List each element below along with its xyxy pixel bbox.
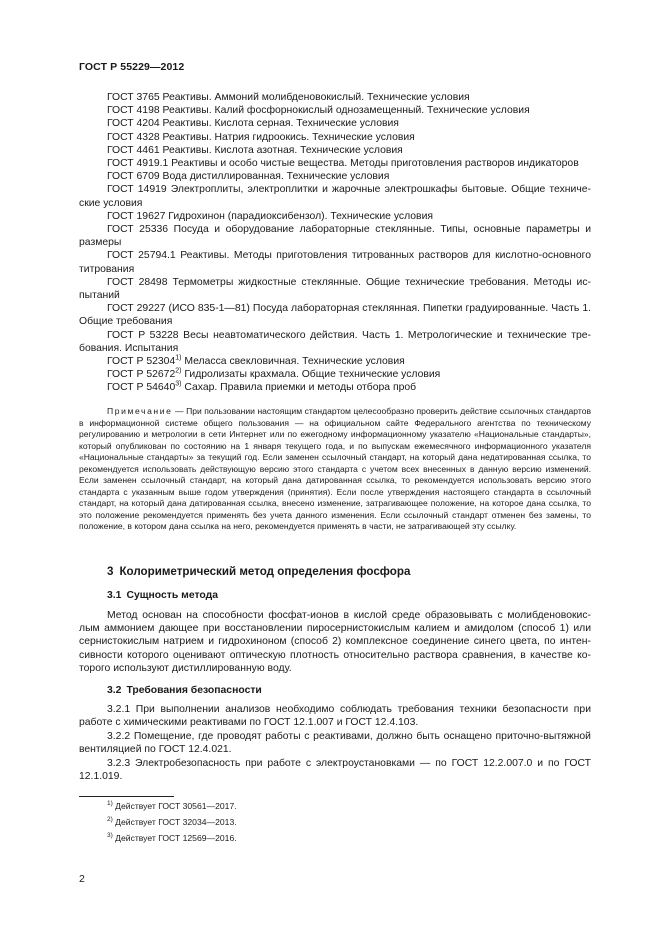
footnote-text: Действует ГОСТ 30561—2017. [112, 800, 237, 811]
reference-item: ГОСТ 25336 Посуда и оборудование лабораторные стеклянные. Типы, основные параметры и размеры [79, 224, 591, 249]
reference-item: ГОСТ 28498 Термометры жидкостные стеклянные. Общие технические требования. Методы ис-пытаний [79, 276, 591, 302]
subsection-3-1-heading [107, 590, 218, 601]
footnote-mark[interactable]: 2) [175, 367, 182, 375]
reference-item: ГОСТ 3765 Реактивы. Аммоний молибденовокислый. Технические условия [107, 92, 470, 103]
references-note [79, 406, 591, 533]
footnote-mark[interactable]: 3) [175, 381, 182, 388]
subsection-3-2-heading [107, 685, 262, 696]
reference-item [79, 368, 591, 381]
footnote-1 [107, 800, 237, 811]
section-number: 3 [107, 565, 114, 578]
page-number: 2 [79, 873, 85, 885]
document-header: ГОСТ Р 55229—2012 [79, 61, 185, 73]
reference-item: ГОСТ 25794.1 Реактивы. Методы приготовления титрованных растворов для кислотно-основного титрования [79, 250, 591, 275]
method-principle-paragraph: Метод основан на способности фосфат-ионов в кислой среде образовывать с молибденовокис-лым аммонием дающее при восстановлении пиросернистокислым калием и амидолом (способ 1) или сернистокислым натрием и гидрохиноном (способ 2) комплексное соединение синего цвета, по интен-сивности которого оценивают оптическую плотность относительно раствора сравнения, в качестве ко-торого используют дистиллированную воду. [79, 610, 591, 674]
note-text: — При пользовании настоящим стандартом целесообразно проверить действие ссылочных стандартов в информационной системе общего пользования — на официальном сайте Федерального агентства по техническому регулированию и метрологии в сети Интернет или по ежегодному информационному указателю «Национальные стандарты», который опубликован по состоянию на 1 января текущего года, и по выпускам ежемесячного информационного указателя «Национальные стандарты» за текущий год. Если заменен ссылочный стандарт, на который дана недатированная ссылка, то рекомендуется использовать действующую версию этого стандарта с учетом всех внесенных в данную версию изменений. Если заменен ссылочный стандарт, на который дана датированная ссылка, то рекомендуется использовать версию этого стандарта с указанным выше годом утверждения (принятия). Если после утверждения настоящего стандарта в ссылочный стандарт, на который дана датированная ссылка, внесено изменение, затрагивающее положение, на которое дана ссылка, то это положение рекомендуется применять без учета данного изменения. Если ссылочный стандарт отменен без замены, то положение, в котором дана ссылка на него, рекомендуется применять в части, не затрагивающей эту ссылку. [79, 406, 591, 531]
reference-item: ГОСТ 19627 Гидрохинон (парадиоксибензол). Технические условия [107, 210, 434, 222]
reference-item: ГОСТ Р 53228 Весы неавтоматического действия. Часть 1. Метрологические и технические тре-бования. Испытания [79, 329, 591, 354]
normative-references-list [79, 91, 591, 395]
reference-title: Сахар. Правила приемки и методы отбора проб [181, 382, 417, 394]
footnote-text: Действует ГОСТ 12569—2016. [112, 832, 237, 843]
reference-code: ГОСТ Р 54640 [107, 382, 176, 394]
footnote-3 [107, 832, 237, 843]
reference-item [79, 381, 591, 394]
footnote-number: 1) [107, 800, 113, 807]
footnote-number: 2) [107, 816, 113, 823]
clause-3-2-3: 3.2.3 Электробезопасность при работе с электроустановками — по ГОСТ 12.2.007.0 и по ГОСТ 12.1.019. [79, 758, 591, 783]
subsection-number: 3.2 [107, 685, 122, 696]
clause-3-2-1: 3.2.1 При выполнении анализов необходимо соблюдать требования техники безопасности при работе с химическими реактивами по ГОСТ 12.1.007 и ГОСТ 12.4.103. [79, 704, 591, 729]
reference-item: ГОСТ 4328 Реактивы. Натрия гидроокись. Технические условия [107, 131, 415, 143]
footnote-text: Действует ГОСТ 32034—2013. [112, 816, 237, 827]
reference-title: Меласса свекловичная. Технические условия [181, 356, 405, 368]
reference-item: ГОСТ 6709 Вода дистиллированная. Технические условия [107, 171, 390, 183]
reference-item: ГОСТ 4461 Реактивы. Кислота азотная. Технические условия [107, 144, 403, 156]
footnote-mark[interactable]: 1) [175, 354, 182, 362]
reference-title: Гидролизаты крахмала. Общие технические условия [181, 369, 441, 381]
clause-3-2-2: 3.2.2 Помещение, где проводят работы с реактивами, должно быть оснащено приточно-вытяжной вентиляцией по ГОСТ 12.4.021. [79, 731, 591, 756]
reference-code: ГОСТ Р 52304 [107, 356, 176, 368]
subsection-title: Сущность метода [126, 590, 218, 601]
reference-item: ГОСТ 4204 Реактивы. Кислота серная. Технические условия [107, 118, 399, 130]
note-label: Примечание [107, 406, 173, 416]
section-title: Колориметрический метод определения фосфора [119, 565, 411, 578]
section-3-heading [107, 565, 410, 578]
footnote-2 [107, 816, 237, 827]
reference-item: ГОСТ 4919.1 Реактивы и особо чистые вещества. Методы приготовления растворов индикаторов [107, 158, 579, 170]
reference-code: ГОСТ Р 52672 [107, 369, 176, 381]
footnote-separator [79, 796, 174, 797]
reference-item [79, 355, 591, 368]
reference-item: ГОСТ 4198 Реактивы. Калий фосфорнокислый однозамещенный. Технические условия [107, 105, 530, 117]
subsection-number: 3.1 [107, 590, 122, 601]
subsection-title: Требования безопасности [126, 685, 262, 696]
reference-item: ГОСТ 14919 Электроплиты, электроплитки и жарочные электрошкафы бытовые. Общие техниче-ские условия [79, 184, 591, 209]
footnote-number: 3) [107, 832, 113, 839]
reference-item: ГОСТ 29227 (ИСО 835-1—81) Посуда лабораторная стеклянная. Пипетки градуированные. Часть 1. Общие требования [79, 303, 591, 328]
